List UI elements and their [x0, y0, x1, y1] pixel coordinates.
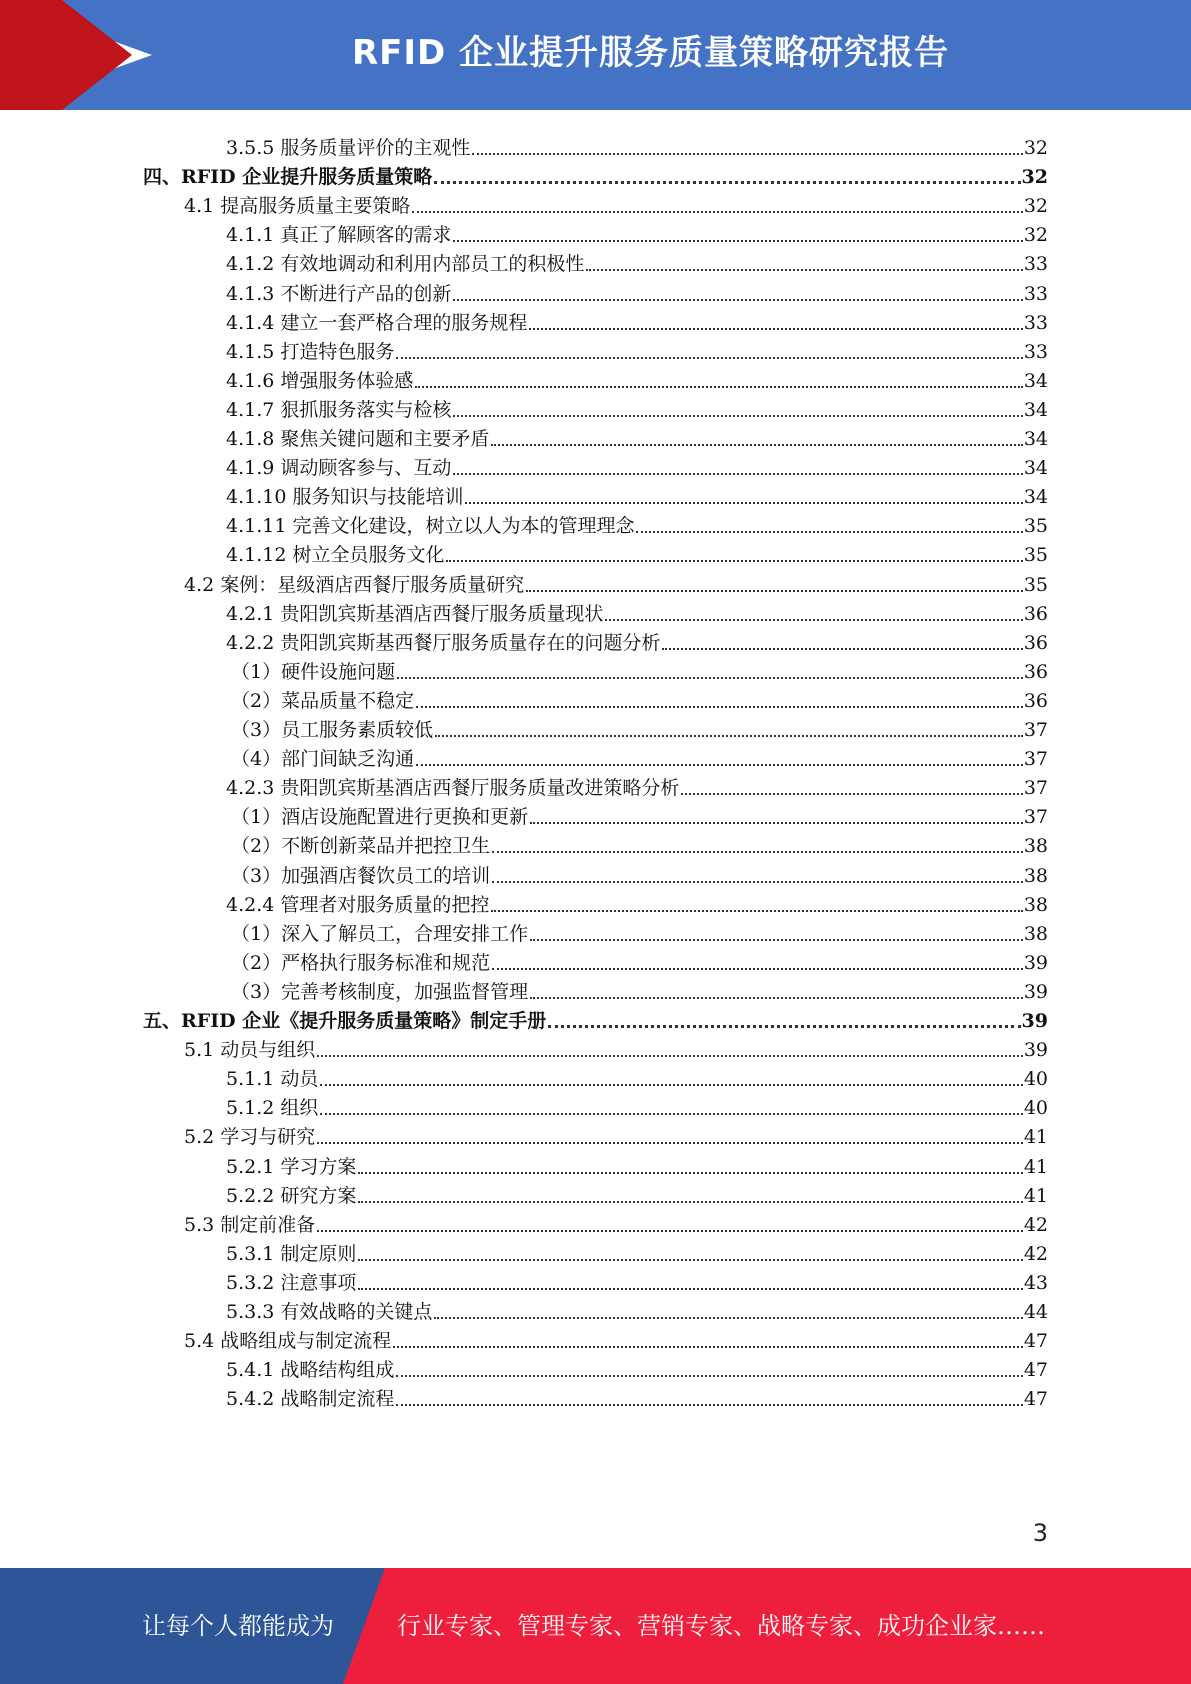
toc-entry[interactable] — [231, 856, 1048, 887]
toc-entry-title: （4）部门间缺乏沟通 — [231, 748, 415, 771]
toc-dot-leader — [396, 357, 1022, 359]
toc-entry-title: （3）加强酒店餐饮员工的培训 — [231, 864, 491, 887]
toc-entry[interactable] — [226, 535, 1048, 566]
toc-entry-page: 39 — [1023, 1039, 1048, 1062]
toc-entry-page: 36 — [1023, 689, 1048, 712]
toc-dot-leader — [393, 1346, 1023, 1348]
toc-entry[interactable] — [143, 1001, 1048, 1032]
toc-dot-leader — [358, 1172, 1022, 1174]
toc-entry-page: 41 — [1023, 1126, 1048, 1149]
toc-entry[interactable] — [231, 652, 1048, 683]
toc-entry-page: 43 — [1023, 1271, 1048, 1294]
toc-dot-leader — [416, 706, 1023, 708]
toc-dot-leader — [492, 881, 1023, 883]
toc-entry-title: 5.1.1 动员 — [226, 1068, 319, 1091]
toc-entry-title: 4.2.2 贵阳凯宾斯基西餐厅服务质量存在的问题分析 — [226, 631, 661, 654]
toc-entry[interactable] — [226, 885, 1048, 916]
toc-entry[interactable] — [143, 157, 1048, 188]
toc-entry-page: 34 — [1023, 457, 1048, 480]
toc-entry-title: 4.1.2 有效地调动和利用内部员工的积极性 — [226, 253, 585, 276]
toc-dot-leader — [465, 502, 1022, 504]
toc-entry-page: 38 — [1023, 864, 1048, 887]
toc-entry[interactable] — [226, 477, 1048, 508]
toc-entry[interactable] — [226, 768, 1048, 799]
toc-entry-page: 47 — [1023, 1359, 1048, 1382]
toc-dot-leader — [530, 939, 1023, 941]
toc-entry-title: 5.2.1 学习方案 — [226, 1155, 357, 1178]
header-red-block — [0, 0, 62, 110]
toc-dot-leader — [530, 997, 1023, 999]
toc-entry[interactable] — [226, 1234, 1048, 1265]
toc-entry[interactable] — [226, 1147, 1048, 1178]
toc-entry-page: 39 — [1021, 1010, 1048, 1032]
toc-entry-page: 37 — [1023, 719, 1048, 741]
toc-dot-leader — [415, 386, 1022, 388]
toc-entry[interactable] — [231, 681, 1048, 712]
toc-entry-page: 34 — [1023, 398, 1048, 421]
header-chevron-red — [62, 0, 132, 110]
toc-dot-leader — [412, 211, 1023, 213]
toc-entry-page: 44 — [1023, 1301, 1048, 1323]
toc-entry[interactable] — [226, 448, 1048, 479]
toc-entry[interactable] — [226, 1379, 1048, 1410]
toc-dot-leader — [530, 822, 1023, 824]
toc-dot-leader — [472, 153, 1022, 155]
toc-entry-title: 4.1.10 服务知识与技能培训 — [226, 486, 464, 509]
toc-dot-leader — [453, 240, 1022, 242]
toc-dot-leader — [317, 1142, 1023, 1144]
page-title: RFID 企业提升服务质量策略研究报告 — [351, 33, 950, 73]
toc-dot-leader — [453, 299, 1022, 301]
toc-entry-title: 4.1.4 建立一套严格合理的服务规程 — [226, 311, 528, 334]
toc-entry-page: 35 — [1023, 544, 1048, 567]
toc-dot-leader — [358, 1201, 1022, 1203]
toc-dot-leader — [358, 1259, 1022, 1261]
toc-entry-title: 3.5.5 服务质量评价的主观性 — [226, 137, 471, 159]
toc-entry-title: （2）不断创新菜品并把控卫生 — [231, 835, 491, 858]
toc-dot-leader — [605, 619, 1022, 621]
toc-entry-page: 47 — [1023, 1388, 1048, 1411]
toc-entry-page: 32 — [1021, 166, 1048, 189]
toc-entry-page: 34 — [1023, 486, 1048, 509]
toc-entry-title: 4.2.1 贵阳凯宾斯基酒店西餐厅服务质量现状 — [226, 602, 604, 625]
toc-entry[interactable] — [226, 1350, 1048, 1381]
toc-entry-title: 4.2 案例：星级酒店西餐厅服务质量研究 — [184, 573, 525, 596]
toc-entry-page: 41 — [1023, 1155, 1048, 1178]
toc-entry-title: （2）菜品质量不稳定 — [231, 689, 415, 712]
toc-dot-leader — [492, 851, 1023, 853]
toc-entry[interactable] — [226, 419, 1048, 450]
toc-entry[interactable] — [184, 186, 1048, 217]
toc-entry-page: 36 — [1023, 660, 1048, 683]
toc-entry-title: （1）深入了解员工，合理安排工作 — [231, 922, 529, 945]
toc-dot-leader — [320, 1113, 1022, 1115]
toc-entry-page: 34 — [1023, 428, 1048, 450]
toc-entry-title: （3）完善考核制度，加强监督管理 — [231, 980, 529, 1003]
toc-dot-leader — [396, 1404, 1022, 1406]
toc-entry-title: 四、RFID 企业提升服务质量策略 — [143, 166, 433, 189]
toc-entry-page: 33 — [1023, 282, 1048, 305]
toc-entry-title: 4.1.5 打造特色服务 — [226, 340, 395, 363]
toc-entry-title: 5.3 制定前准备 — [184, 1213, 316, 1236]
toc-entry[interactable] — [231, 826, 1048, 857]
toc-entry[interactable] — [226, 244, 1048, 275]
toc-entry-title: 4.1.8 聚焦关键问题和主要矛盾 — [226, 428, 490, 450]
toc-dot-leader — [434, 181, 1020, 184]
toc-entry[interactable] — [231, 710, 1048, 741]
toc-dot-leader — [434, 1317, 1022, 1319]
toc-entry[interactable] — [226, 1059, 1048, 1090]
toc-entry[interactable] — [226, 390, 1048, 421]
toc-entry-page: 38 — [1023, 893, 1048, 916]
toc-entry-title: （2）严格执行服务标准和规范 — [231, 951, 491, 974]
toc-entry-title: 4.1.3 不断进行产品的创新 — [226, 282, 452, 305]
toc-entry[interactable] — [226, 623, 1048, 654]
toc-entry-page: 33 — [1023, 253, 1048, 276]
toc-entry-title: 5.3.2 注意事项 — [226, 1271, 357, 1294]
toc-dot-leader — [416, 764, 1023, 766]
toc-entry-title: 4.2.4 管理者对服务质量的把控 — [226, 893, 490, 916]
toc-dot-leader — [396, 1375, 1022, 1377]
toc-entry-title: 5.4.2 战略制定流程 — [226, 1388, 395, 1411]
toc-dot-leader — [636, 531, 1022, 533]
toc-entry-title: （3）员工服务素质较低 — [231, 719, 434, 741]
toc-dot-leader — [491, 444, 1022, 446]
toc-entry-title: 5.4.1 战略结构组成 — [226, 1359, 395, 1382]
toc-entry[interactable] — [184, 565, 1048, 596]
footer-slogan-right: 行业专家、管理专家、营销专家、战略专家、成功企业家…… — [397, 1612, 1045, 1640]
toc-entry[interactable] — [226, 506, 1048, 537]
page-number: 3 — [1032, 1519, 1048, 1547]
page-header — [0, 0, 1191, 110]
toc-entry-title: 4.1.12 树立全员服务文化 — [226, 544, 445, 567]
toc-entry-page: 40 — [1023, 1097, 1048, 1120]
toc-entry[interactable] — [226, 1292, 1048, 1323]
toc-entry[interactable] — [226, 128, 1048, 159]
toc-entry-title: 5.4 战略组成与制定流程 — [184, 1330, 392, 1353]
page-footer — [0, 1568, 1191, 1684]
toc-dot-leader — [317, 1055, 1023, 1057]
toc-entry[interactable] — [226, 594, 1048, 625]
toc-entry-title: 4.1.1 真正了解顾客的需求 — [226, 224, 452, 247]
toc-entry-page: 37 — [1023, 748, 1048, 771]
toc-entry[interactable] — [226, 361, 1048, 392]
toc-entry-page: 39 — [1023, 980, 1048, 1003]
toc-entry[interactable] — [226, 332, 1048, 363]
toc-entry-page: 32 — [1023, 195, 1048, 218]
toc-entry[interactable] — [226, 1263, 1048, 1294]
toc-dot-leader — [681, 793, 1022, 795]
toc-dot-leader — [453, 473, 1022, 475]
toc-entry-title: 4.1.7 狠抓服务落实与检核 — [226, 398, 452, 421]
toc-dot-leader — [586, 269, 1022, 271]
toc-entry[interactable] — [226, 215, 1048, 246]
toc-entry[interactable] — [184, 1205, 1048, 1236]
toc-entry-title: 4.2.3 贵阳凯宾斯基酒店西餐厅服务质量改进策略分析 — [226, 777, 680, 800]
toc-entry[interactable] — [226, 1088, 1048, 1119]
toc-entry[interactable] — [226, 274, 1048, 305]
toc-entry[interactable] — [184, 1321, 1048, 1352]
toc-dot-leader — [492, 968, 1023, 970]
toc-entry-title: 5.1 动员与组织 — [184, 1039, 316, 1062]
toc-entry-title: 5.1.2 组织 — [226, 1097, 319, 1120]
toc-entry-page: 37 — [1023, 777, 1048, 800]
toc-entry[interactable] — [184, 1030, 1048, 1061]
toc-entry-page: 41 — [1023, 1184, 1048, 1207]
toc-entry-title: 5.3.3 有效战略的关键点 — [226, 1301, 433, 1323]
toc-entry-title: 4.1.9 调动顾客参与、互动 — [226, 457, 452, 480]
toc-entry-page: 38 — [1023, 922, 1048, 945]
toc-entry-page: 35 — [1023, 573, 1048, 596]
toc-entry-page: 40 — [1023, 1068, 1048, 1091]
toc-entry[interactable] — [231, 943, 1048, 974]
toc-entry-title: 5.3.1 制定原则 — [226, 1242, 357, 1265]
toc-entry-page: 36 — [1023, 602, 1048, 625]
toc-entry[interactable] — [184, 1117, 1048, 1148]
toc-dot-leader — [529, 328, 1022, 330]
toc-entry-title: 5.2 学习与研究 — [184, 1126, 316, 1149]
toc-entry[interactable] — [231, 797, 1048, 828]
toc-dot-leader — [317, 1230, 1023, 1232]
toc-dot-leader — [548, 1025, 1020, 1028]
toc-entry[interactable] — [231, 972, 1048, 1003]
toc-dot-leader — [446, 560, 1022, 562]
toc-entry-page: 33 — [1023, 340, 1048, 363]
toc-entry[interactable] — [226, 1176, 1048, 1207]
toc-dot-leader — [526, 590, 1023, 592]
toc-entry-page: 42 — [1023, 1213, 1048, 1236]
toc-entry-title: （1）硬件设施问题 — [231, 660, 396, 683]
toc-entry-page: 39 — [1023, 951, 1048, 974]
toc-dot-leader — [435, 735, 1023, 737]
toc-entry-page: 34 — [1023, 369, 1048, 392]
toc-entry-page: 32 — [1023, 137, 1048, 159]
toc-entry[interactable] — [231, 914, 1048, 945]
toc-entry-page: 42 — [1023, 1242, 1048, 1265]
toc-entry-title: （1）酒店设施配置进行更换和更新 — [231, 806, 529, 829]
toc-entry-page: 38 — [1023, 835, 1048, 858]
toc-dot-leader — [491, 910, 1022, 912]
toc-entry-page: 33 — [1023, 311, 1048, 334]
footer-slogan-left: 让每个人都能成为 — [142, 1612, 334, 1640]
toc-entry-page: 37 — [1023, 806, 1048, 829]
toc-entry-title: 五、RFID 企业《提升服务质量策略》制定手册 — [143, 1010, 547, 1032]
toc-entry[interactable] — [231, 739, 1048, 770]
toc-entry-page: 35 — [1023, 515, 1048, 538]
toc-entry[interactable] — [226, 303, 1048, 334]
toc-entry-title: 4.1.11 完善文化建设，树立以人为本的管理理念 — [226, 515, 635, 538]
toc-dot-leader — [397, 677, 1023, 679]
toc-dot-leader — [453, 415, 1022, 417]
toc-entry-page: 47 — [1023, 1330, 1048, 1353]
toc-dot-leader — [662, 648, 1022, 650]
toc-entry-page: 36 — [1023, 631, 1048, 654]
toc-entry-title: 5.2.2 研究方案 — [226, 1184, 357, 1207]
toc-dot-leader — [320, 1084, 1022, 1086]
toc-entry-page: 32 — [1023, 224, 1048, 247]
toc-entry-title: 4.1.6 增强服务体验感 — [226, 369, 414, 392]
toc-dot-leader — [358, 1288, 1022, 1290]
toc-entry-title: 4.1 提高服务质量主要策略 — [184, 195, 411, 218]
